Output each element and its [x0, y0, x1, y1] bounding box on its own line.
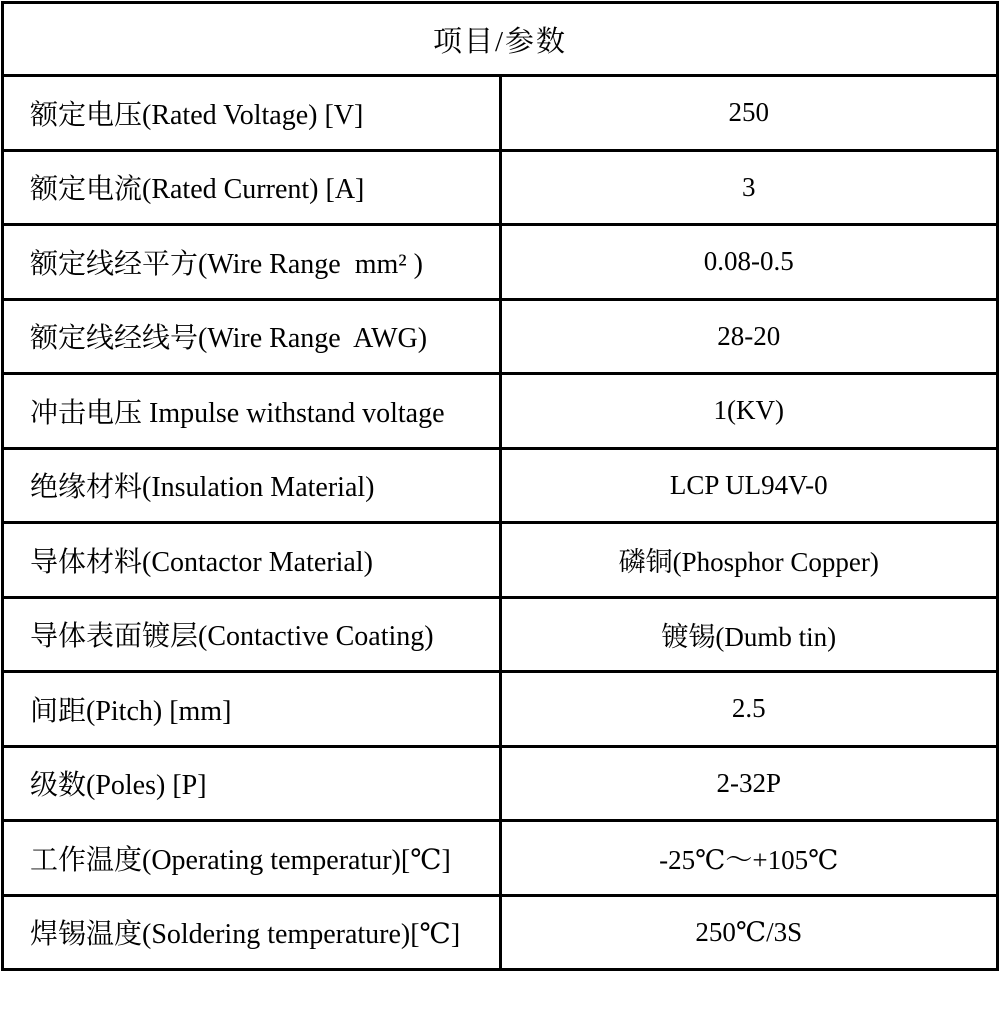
table-header-row [3, 3, 998, 76]
spec-value: 2.5 [500, 672, 998, 747]
spec-label: 导体材料(Contactor Material) [3, 523, 501, 598]
table-title: 项目/参数 [3, 3, 998, 76]
table-row [3, 76, 998, 151]
table-row [3, 150, 998, 225]
spec-table [1, 1, 999, 971]
spec-value: 3 [500, 150, 998, 225]
table-row [3, 821, 998, 896]
table-row [3, 448, 998, 523]
table-row [3, 374, 998, 449]
table-row [3, 597, 998, 672]
spec-label: 冲击电压 Impulse withstand voltage [3, 374, 501, 449]
table-row [3, 895, 998, 970]
table-row [3, 299, 998, 374]
spec-label: 导体表面镀层(Contactive Coating) [3, 597, 501, 672]
spec-value: -25℃～+105℃ [500, 821, 998, 896]
spec-value: LCP UL94V-0 [500, 448, 998, 523]
spec-label: 级数(Poles) [P] [3, 746, 501, 821]
spec-value: 磷铜(Phosphor Copper) [500, 523, 998, 598]
spec-value: 28-20 [500, 299, 998, 374]
spec-label: 额定电压(Rated Voltage) [V] [3, 76, 501, 151]
spec-value: 0.08-0.5 [500, 225, 998, 300]
table-row [3, 746, 998, 821]
spec-value: 250℃/3S [500, 895, 998, 970]
spec-label: 额定线经平方(Wire Range mm² ) [3, 225, 501, 300]
spec-label: 绝缘材料(Insulation Material) [3, 448, 501, 523]
spec-label: 焊锡温度(Soldering temperature)[℃] [3, 895, 501, 970]
table-row [3, 523, 998, 598]
spec-value: 1(KV) [500, 374, 998, 449]
spec-label: 额定线经线号(Wire Range AWG) [3, 299, 501, 374]
table-row [3, 225, 998, 300]
spec-label: 间距(Pitch) [mm] [3, 672, 501, 747]
table-row [3, 672, 998, 747]
spec-label: 额定电流(Rated Current) [A] [3, 150, 501, 225]
spec-value: 250 [500, 76, 998, 151]
spec-value: 2-32P [500, 746, 998, 821]
spec-value: 镀锡(Dumb tin) [500, 597, 998, 672]
spec-label: 工作温度(Operating temperatur)[℃] [3, 821, 501, 896]
